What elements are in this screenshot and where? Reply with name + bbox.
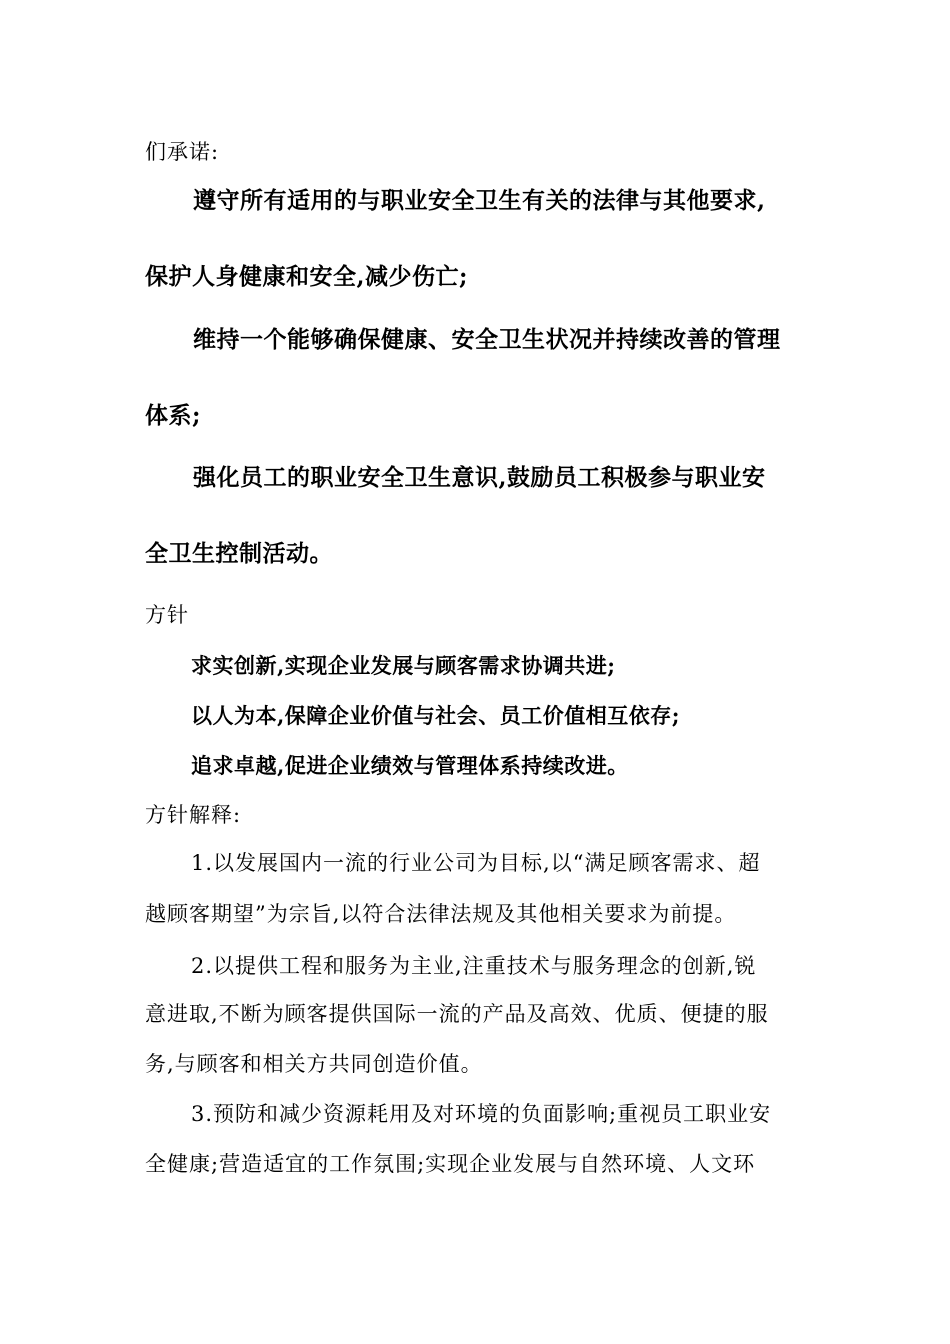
policy-item-1: 求实创新,实现企业发展与顾客需求协调共进; (191, 653, 616, 678)
policy-item-3: 追求卓越,促进企业绩效与管理体系持续改进。 (191, 753, 629, 778)
commitment-intro: 们承诺: (145, 140, 220, 164)
explanation-line-6: 3.预防和减少资源耗用及对环境的负面影响;重视员工职业安 (191, 1102, 772, 1126)
commitment-item-4: 体系; (145, 402, 201, 429)
explanation-line-1: 1.以发展国内一流的行业公司为目标,以“满足顾客需求、超 (191, 851, 761, 875)
explanation-line-3: 2.以提供工程和服务为主业,注重技术与服务理念的创新,锐 (191, 954, 757, 978)
policy-heading: 方针 (145, 603, 189, 627)
explanation-line-4: 意进取,不断为顾客提供国际一流的产品及高效、优质、便捷的服 (145, 1002, 769, 1026)
commitment-item-6: 全卫生控制活动。 (145, 540, 333, 567)
explanation-line-2: 越顾客期望”为宗旨,以符合法律法规及其他相关要求为前提。 (145, 902, 737, 926)
explanation-line-7: 全健康;营造适宜的工作氛围;实现企业发展与自然环境、人文环 (145, 1152, 756, 1176)
policy-item-2: 以人为本,保障企业价值与社会、员工价值相互依存; (191, 703, 681, 728)
commitment-item-5: 强化员工的职业安全卫生意识,鼓励员工积极参与职业安 (193, 464, 766, 491)
explanation-heading: 方针解释: (145, 803, 242, 827)
commitment-item-2: 保护人身健康和安全,减少伤亡; (145, 263, 468, 290)
explanation-line-5: 务,与顾客和相关方共同创造价值。 (145, 1052, 483, 1076)
commitment-item-3: 维持一个能够确保健康、安全卫生状况并持续改善的管理 (193, 326, 781, 353)
commitment-item-1: 遵守所有适用的与职业安全卫生有关的法律与其他要求, (193, 187, 766, 214)
